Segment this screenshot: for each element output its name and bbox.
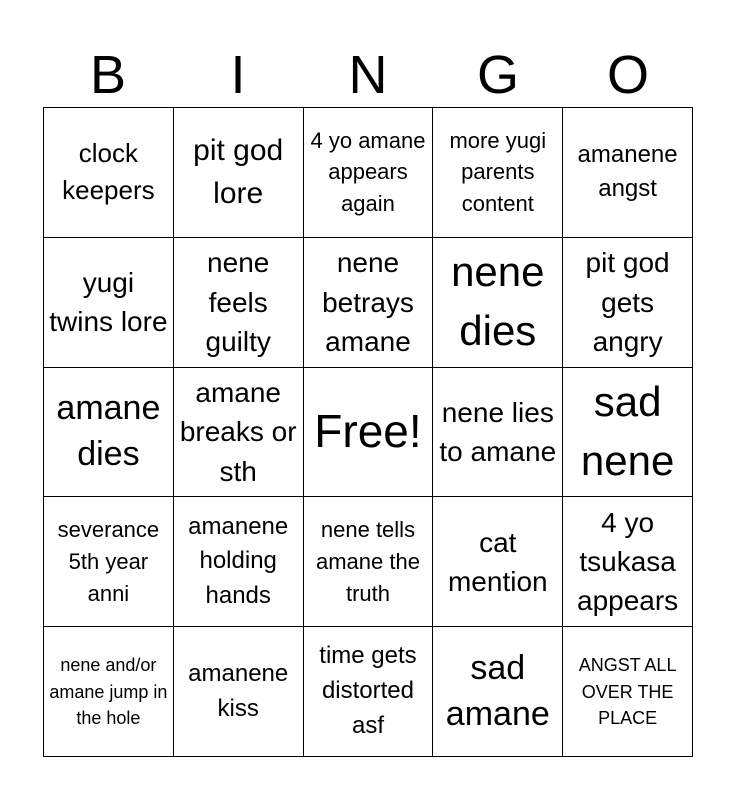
bingo-cell[interactable] xyxy=(563,627,693,757)
cell-text: cat mention xyxy=(447,526,548,597)
cell-text: 4 yo tsukasa appears xyxy=(577,507,679,617)
cell-text: nene betrays amane xyxy=(322,247,414,357)
bingo-cell[interactable] xyxy=(44,108,174,238)
bingo-cell[interactable] xyxy=(433,238,563,368)
cell-text: clock keepers xyxy=(62,137,155,206)
bingo-cell[interactable] xyxy=(304,108,434,238)
cell-text: pit god gets angry xyxy=(585,247,670,357)
cell-text: amane breaks or sth xyxy=(179,377,297,487)
bingo-cell[interactable] xyxy=(563,238,693,368)
cell-text: ANGST ALL OVER THE PLACE xyxy=(578,655,677,728)
cell-text: Free! xyxy=(314,405,422,458)
cell-text: amanene holding hands xyxy=(188,512,289,610)
bingo-cell[interactable] xyxy=(304,627,434,757)
cell-text: nene dies xyxy=(451,248,545,355)
cell-text: 4 yo amane appears again xyxy=(310,127,426,217)
cell-text: pit god lore xyxy=(193,133,284,211)
bingo-cell[interactable] xyxy=(433,497,563,627)
header-letter-o: O xyxy=(606,45,649,105)
cell-text: sad nene xyxy=(580,378,675,484)
cell-text: nene and/or amane jump in the hole xyxy=(49,655,168,728)
bingo-cell[interactable] xyxy=(44,368,174,498)
cell-text: more yugi parents content xyxy=(449,127,547,217)
cell-text: sad amane xyxy=(445,648,550,733)
bingo-cell[interactable] xyxy=(174,108,304,238)
cell-text: amanene angst xyxy=(577,140,678,203)
bingo-cell[interactable] xyxy=(563,497,693,627)
cell-text: time gets distorted asf xyxy=(319,642,417,739)
cell-text: nene lies to amane xyxy=(439,396,557,467)
cell-text: nene feels guilty xyxy=(205,247,271,357)
bingo-cell[interactable] xyxy=(174,497,304,627)
bingo-cell[interactable] xyxy=(44,627,174,757)
bingo-cell[interactable] xyxy=(433,627,563,757)
header-letter-b: B xyxy=(89,45,127,105)
bingo-grid xyxy=(43,107,693,757)
bingo-cell[interactable] xyxy=(433,108,563,238)
free-space-cell[interactable] xyxy=(304,368,434,498)
bingo-cell[interactable] xyxy=(304,238,434,368)
header-letter-n: N xyxy=(348,45,388,105)
cell-text: amanene kiss xyxy=(188,659,289,722)
bingo-cell[interactable] xyxy=(433,368,563,498)
bingo-cell[interactable] xyxy=(174,627,304,757)
header-letter-g: G xyxy=(476,45,519,105)
bingo-cell[interactable] xyxy=(563,108,693,238)
cell-text: severance 5th year anni xyxy=(57,516,160,606)
bingo-header xyxy=(43,42,693,108)
bingo-cell[interactable] xyxy=(174,238,304,368)
bingo-cell[interactable] xyxy=(174,368,304,498)
cell-text: amane dies xyxy=(56,389,161,473)
header-letter-i: I xyxy=(230,45,246,105)
cell-text: yugi twins lore xyxy=(49,267,168,338)
bingo-cell[interactable] xyxy=(44,238,174,368)
bingo-cell[interactable] xyxy=(304,497,434,627)
bingo-cell[interactable] xyxy=(44,497,174,627)
cell-text: nene tells amane the truth xyxy=(316,516,420,606)
bingo-cell[interactable] xyxy=(563,368,693,498)
